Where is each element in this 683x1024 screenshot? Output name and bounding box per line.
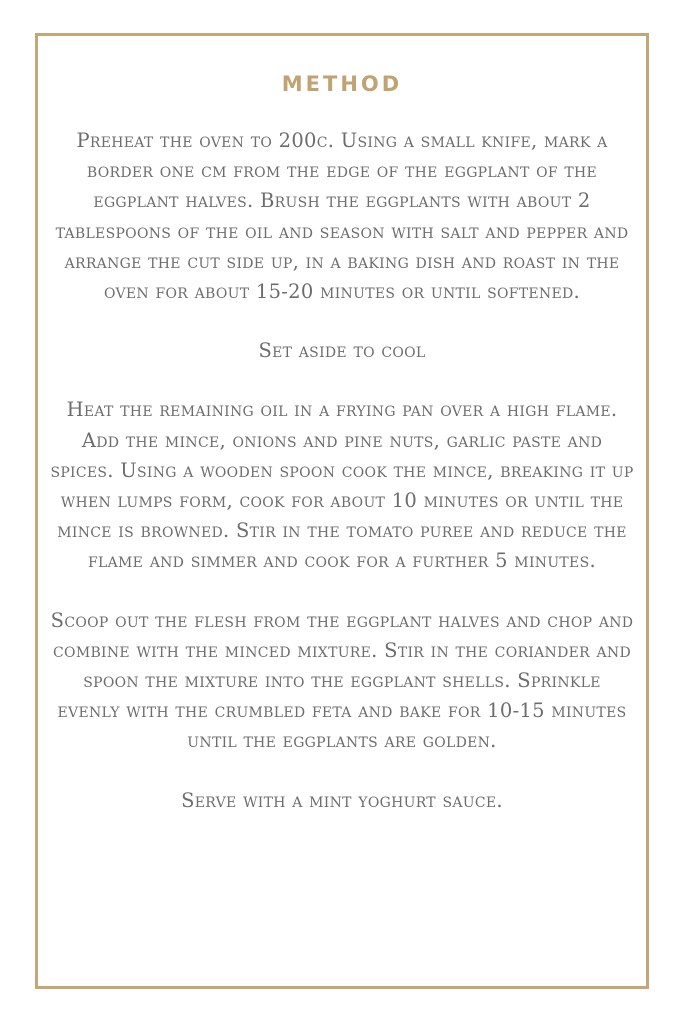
method-body bbox=[50, 126, 634, 845]
method-step-preheat: Preheat the oven to 200c. Using a small knife, mark a border one cm from the edge of the eggplant of the eggplant halves. Brush the eggplants with about 2 tablespoons of the oil and season with salt and pepper and arrange the cut side up, in a baking dish and roast in the oven for about 15-20 minutes or until softened. bbox=[55, 129, 629, 304]
method-card bbox=[35, 33, 649, 989]
method-step-stuff: Scoop out the flesh from the eggplant halves and chop and combine with the minced mixture. Stir in the coriander and spoon the mixture into the eggplant shells. Sprinkle evenly with the crumbled feta and bake for 10-15 minutes until the eggplants are golden. bbox=[50, 608, 634, 753]
method-step-cool: Set aside to cool bbox=[258, 339, 426, 363]
method-title: METHOD bbox=[281, 72, 403, 96]
method-step-mince: Heat the remaining oil in a frying pan over a high flame. Add the mince, onions and pine nuts, garlic paste and spices. Using a wooden spoon cook the mince, breaking it up when lumps form, cook for about 10 minutes or until the mince is browned. Stir in the tomato puree and reduce the flame and simmer and cook for a further 5 minutes. bbox=[50, 398, 634, 573]
method-step-serve: Serve with a mint yoghurt sauce. bbox=[181, 788, 503, 812]
